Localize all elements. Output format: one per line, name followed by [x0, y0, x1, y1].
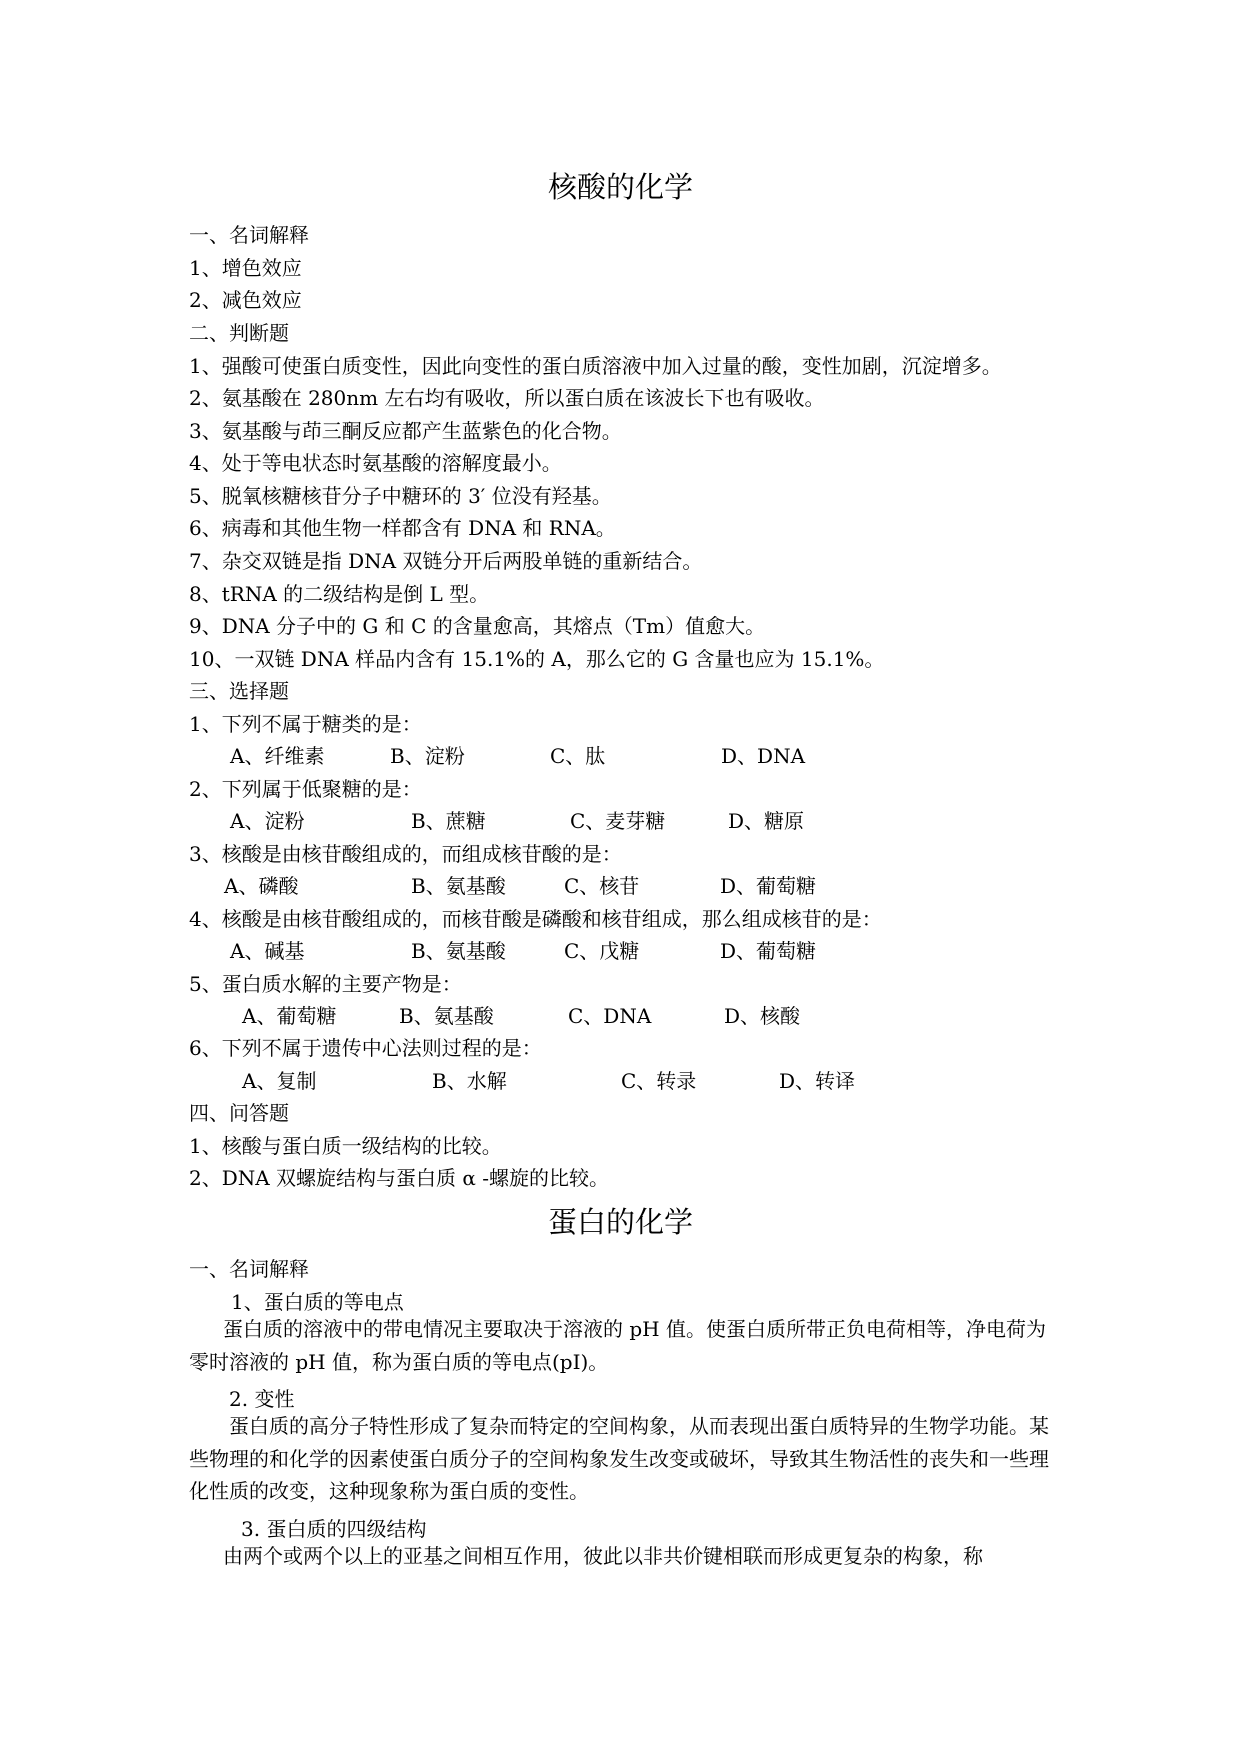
- judge-item: 7、杂交双链是指 DNA 双链分开后两股单链的重新结合。: [189, 549, 703, 573]
- option-a: A、磷酸: [224, 874, 299, 898]
- judge-item: 5、脱氧核糖核苷分子中糖环的 3′ 位没有羟基。: [189, 484, 612, 508]
- term-definition: [189, 1410, 1055, 1508]
- section-heading-terms: 一、名词解释: [189, 1257, 309, 1281]
- choice-question: 6、下列不属于遗传中心法则过程的是：: [189, 1036, 542, 1060]
- judge-item: 1、强酸可使蛋白质变性，因此向变性的蛋白质溶液中加入过量的酸，变性加剧，沉淀增多。: [189, 354, 1002, 378]
- term-definition-text: 蛋白质的溶液中的带电情况主要取决于溶液的 pH 值。使蛋白质所带正负电荷相等，净电荷为零时溶液的 pH 值，称为蛋白质的等电点(pI)。: [189, 1317, 1046, 1374]
- term-heading: 2. 变性: [229, 1387, 295, 1411]
- section-heading-choice: 三、选择题: [189, 679, 289, 703]
- choice-question: 2、下列属于低聚糖的是：: [189, 777, 422, 801]
- term-heading: 3. 蛋白质的四级结构: [241, 1517, 427, 1541]
- section-heading-terms: 一、名词解释: [189, 223, 309, 247]
- term-item: 1、增色效应: [189, 256, 302, 280]
- judge-item: 6、病毒和其他生物一样都含有 DNA 和 RNA。: [189, 516, 616, 540]
- judge-item: 4、处于等电状态时氨基酸的溶解度最小。: [189, 451, 562, 475]
- term-definition-text: 由两个或两个以上的亚基之间相互作用，彼此以非共价键相联而形成更复杂的构象，称: [223, 1544, 983, 1568]
- option-c: C、麦芽糖: [570, 809, 666, 833]
- option-d: D、核酸: [724, 1004, 801, 1028]
- choice-question: 1、下列不属于糖类的是：: [189, 712, 422, 736]
- option-d: D、DNA: [721, 744, 806, 768]
- option-a: A、复制: [242, 1069, 317, 1093]
- option-b: B、淀粉: [390, 744, 465, 768]
- term-definition: [189, 1540, 1055, 1573]
- section-heading-qa: 四、问答题: [189, 1101, 289, 1125]
- section-heading-judge: 二、判断题: [189, 321, 289, 345]
- option-c: C、核苷: [564, 874, 640, 898]
- option-c: C、DNA: [568, 1004, 652, 1028]
- choice-question: 4、核酸是由核苷酸组成的，而核苷酸是磷酸和核苷组成，那么组成核苷的是：: [189, 907, 882, 931]
- qa-item: 1、核酸与蛋白质一级结构的比较。: [189, 1134, 502, 1158]
- option-b: B、氨基酸: [411, 939, 506, 963]
- option-d: D、葡萄糖: [720, 939, 817, 963]
- choice-question: 5、蛋白质水解的主要产物是：: [189, 972, 462, 996]
- page-title: 核酸的化学: [547, 170, 693, 204]
- option-c: C、转录: [621, 1069, 697, 1093]
- section-title: 蛋白的化学: [547, 1205, 693, 1239]
- term-definition-text: 蛋白质的高分子特性形成了复杂而特定的空间构象，从而表现出蛋白质特异的生物学功能。某些物理的和化学的因素使蛋白质分子的空间构象发生改变或破坏，导致其生物活性的丧失和一些理化性质的改变，这种现象称为蛋白质的变性。: [189, 1414, 1049, 1503]
- option-b: B、蔗糖: [411, 809, 486, 833]
- option-b: B、氨基酸: [411, 874, 506, 898]
- option-a: A、碱基: [230, 939, 305, 963]
- option-d: D、葡萄糖: [720, 874, 817, 898]
- option-b: B、水解: [432, 1069, 507, 1093]
- qa-item: 2、DNA 双螺旋结构与蛋白质 α -螺旋的比较。: [189, 1166, 610, 1190]
- option-d: D、糖原: [728, 809, 805, 833]
- choice-question: 3、核酸是由核苷酸组成的，而组成核苷酸的是：: [189, 842, 622, 866]
- option-c: C、肽: [550, 744, 606, 768]
- judge-item: 8、tRNA 的二级结构是倒 L 型。: [189, 582, 490, 606]
- judge-item: 3、氨基酸与茚三酮反应都产生蓝紫色的化合物。: [189, 419, 622, 443]
- judge-item: 2、氨基酸在 280nm 左右均有吸收，所以蛋白质在该波长下也有吸收。: [189, 386, 825, 410]
- option-b: B、氨基酸: [399, 1004, 494, 1028]
- term-item: 2、减色效应: [189, 288, 302, 312]
- option-a: A、淀粉: [230, 809, 305, 833]
- option-c: C、戊糖: [564, 939, 640, 963]
- option-d: D、转译: [779, 1069, 856, 1093]
- term-definition: [189, 1313, 1055, 1378]
- judge-item: 10、一双链 DNA 样品内含有 15.1%的 A，那么它的 G 含量也应为 15.1%。: [189, 647, 885, 671]
- option-a: A、纤维素: [230, 744, 325, 768]
- option-a: A、葡萄糖: [242, 1004, 337, 1028]
- term-heading: 1、蛋白质的等电点: [231, 1290, 404, 1314]
- judge-item: 9、DNA 分子中的 G 和 C 的含量愈高，其熔点（Tm）值愈大。: [189, 614, 766, 638]
